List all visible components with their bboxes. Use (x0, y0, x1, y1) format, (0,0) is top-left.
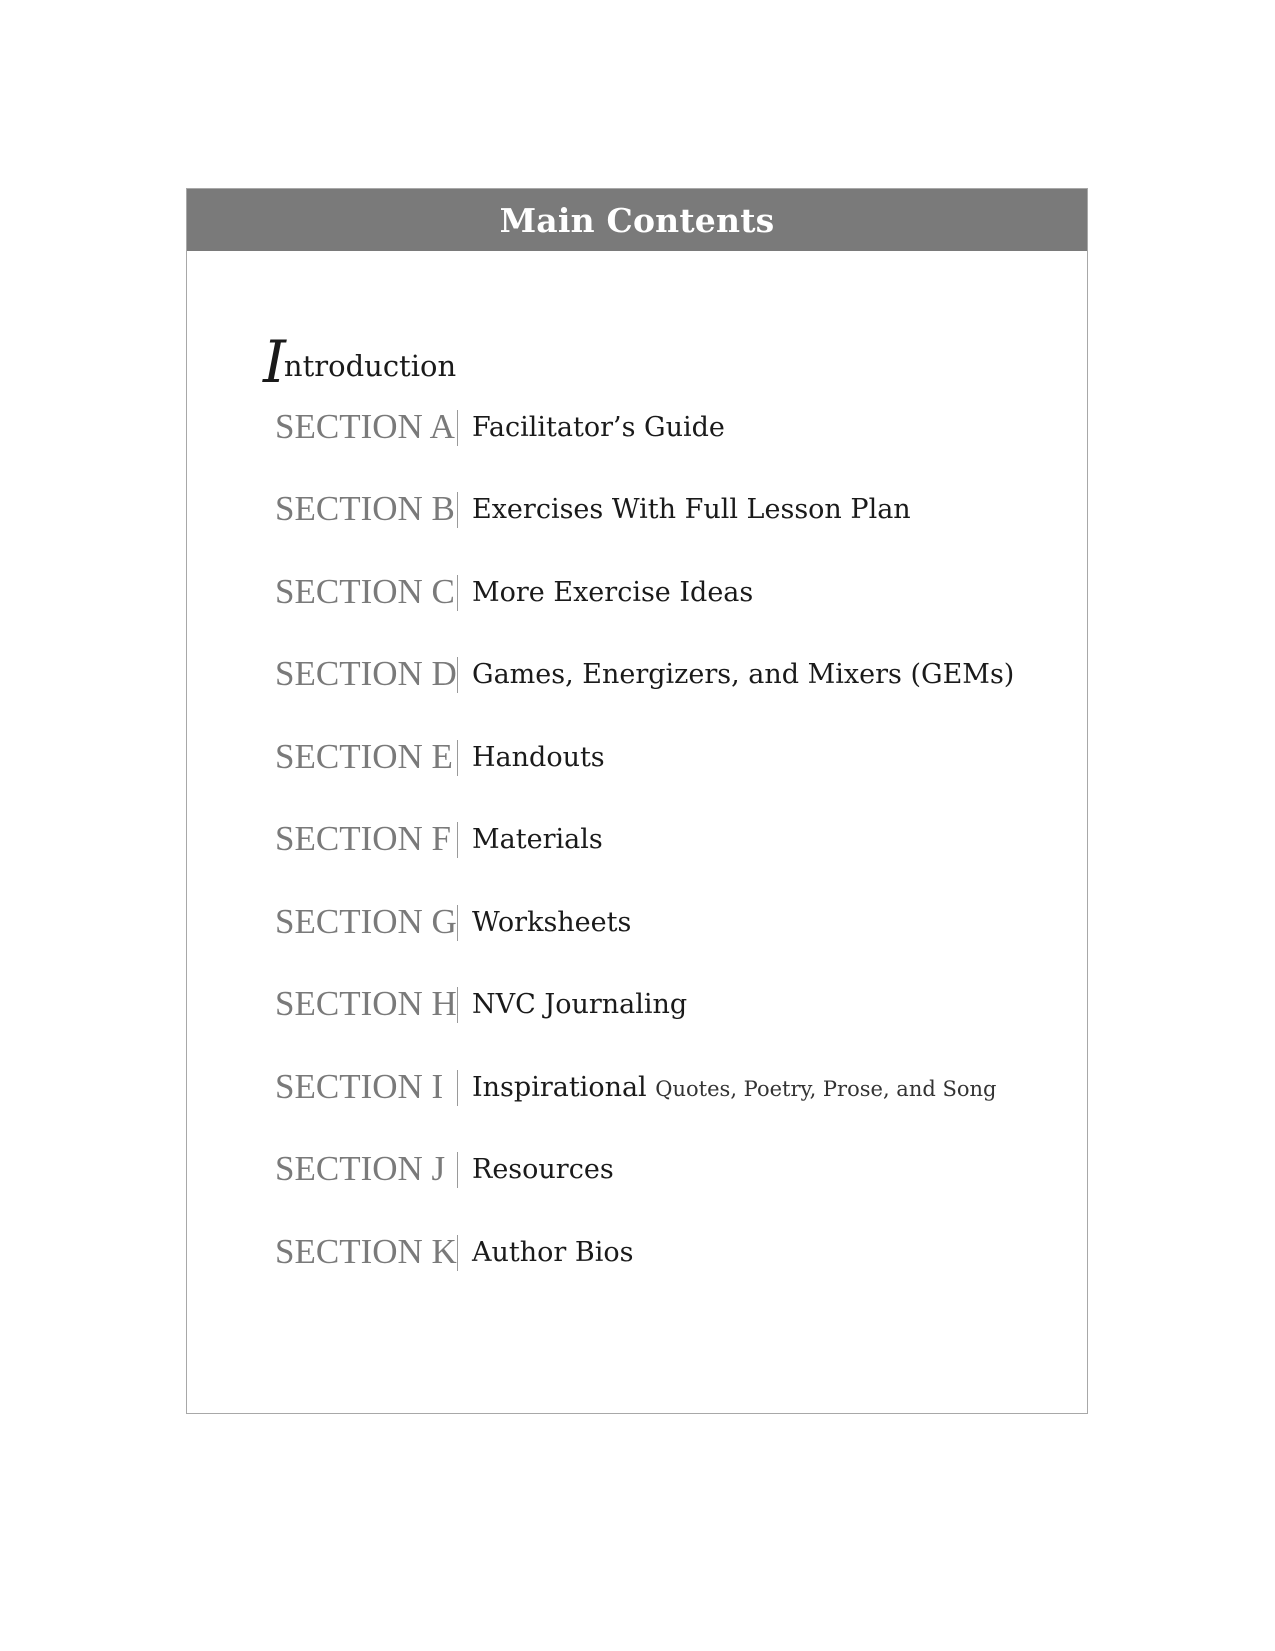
section-entry-h[interactable] (275, 984, 1075, 1024)
section-label: SECTION F (275, 819, 451, 858)
introduction-title: ntroduction (283, 349, 457, 383)
section-divider (457, 822, 458, 858)
section-label: SECTION K (275, 1232, 457, 1271)
section-entry-j[interactable] (275, 1149, 1075, 1189)
section-label: SECTION H (275, 984, 457, 1023)
introduction-initial: I (263, 328, 286, 396)
section-label: SECTION G (275, 902, 457, 941)
section-divider (457, 575, 458, 611)
section-entry-e[interactable] (275, 737, 1075, 777)
section-title: Handouts (472, 742, 605, 773)
section-divider (457, 657, 458, 693)
section-label: SECTION J (275, 1149, 446, 1188)
section-divider (457, 987, 458, 1023)
section-entry-f[interactable] (275, 819, 1075, 859)
section-divider (457, 740, 458, 776)
section-title: Facilitator’s Guide (472, 412, 725, 443)
contents-box (186, 188, 1088, 1414)
section-title: Materials (472, 824, 603, 855)
section-label: SECTION I (275, 1067, 444, 1106)
section-title: Worksheets (472, 907, 632, 938)
section-title: Games, Energizers, and Mixers (GEMs) (472, 659, 1015, 690)
section-entry-c[interactable] (275, 572, 1075, 612)
section-divider (457, 410, 458, 446)
section-label: SECTION E (275, 737, 453, 776)
section-entry-b[interactable] (275, 489, 1075, 529)
section-label: SECTION B (275, 489, 455, 528)
section-divider (457, 1235, 458, 1271)
section-entry-k[interactable] (275, 1232, 1075, 1272)
section-divider (457, 1152, 458, 1188)
section-divider (457, 905, 458, 941)
section-entry-d[interactable] (275, 654, 1075, 694)
section-title: More Exercise Ideas (472, 577, 754, 608)
section-entry-i[interactable] (275, 1067, 1075, 1107)
section-label: SECTION D (275, 654, 457, 693)
section-entry-g[interactable] (275, 902, 1075, 942)
contents-header (187, 189, 1087, 251)
introduction-entry[interactable] (263, 327, 457, 396)
section-title: Resources (472, 1154, 614, 1185)
section-subtitle: Quotes, Poetry, Prose, and Song (655, 1077, 997, 1101)
section-title: NVC Journaling (472, 989, 688, 1020)
section-label: SECTION A (275, 407, 455, 446)
section-title: Author Bios (472, 1237, 634, 1268)
section-label: SECTION C (275, 572, 455, 611)
section-title: Exercises With Full Lesson Plan (472, 494, 911, 525)
section-title: Inspirational Quotes, Poetry, Prose, and Song (472, 1072, 997, 1103)
section-entry-a[interactable] (275, 407, 1075, 447)
page-title: Main Contents (499, 200, 775, 240)
section-divider (457, 492, 458, 528)
section-divider (457, 1070, 458, 1106)
